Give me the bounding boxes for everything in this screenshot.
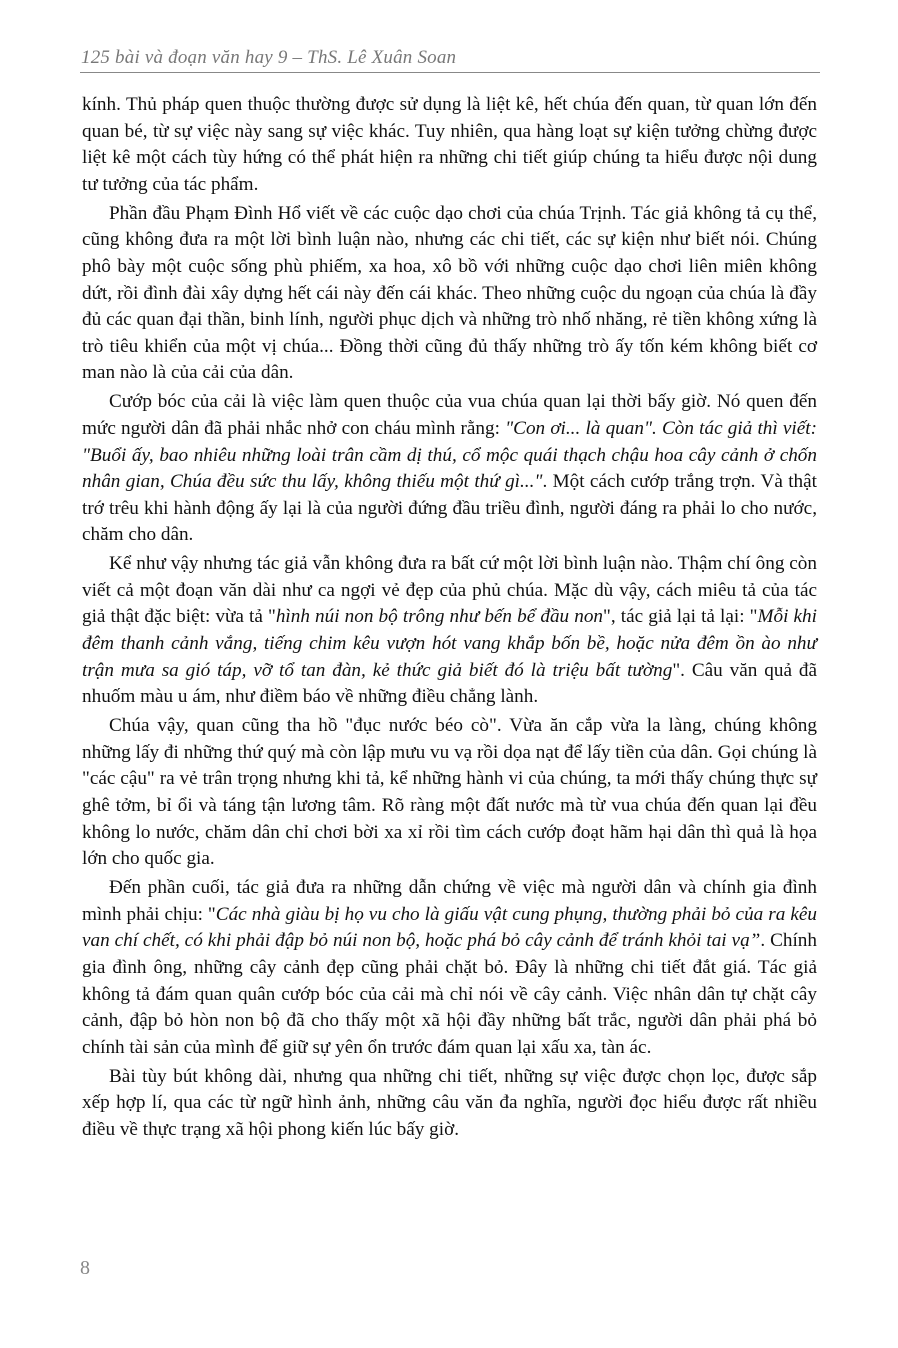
- page-number: 8: [80, 1257, 90, 1279]
- body-text: [82, 92, 817, 1146]
- text-run: Chúa vậy, quan cũng tha hồ "đục nước béo cò". Vừa ăn cắp vừa la làng, chúng không những lấy đi những thứ quý mà còn lập mưu vu vạ rồi dọa nạt để lấy tiền của dân. Gọi chúng là "các cậu" ra vẻ trân trọng nhưng khi tả, kể những hành vi của chúng, ta mới thấy chúng thực sự ghê tởm, bỉ ổi và táng tận lương tâm. Rõ ràng một đất nước mà từ vua chúa đến quan lại đều không lo nước, chăm dân chỉ chơi bời xa xỉ rồi tìm cách cướp đoạt hãm hại dân thì quả là họa lớn cho quốc gia.: [82, 715, 817, 870]
- text-run: . Một cách cướp trắng trợn. Và thật trớ trêu khi hành động ấy lại là của người đứng đầu triều đình, người đáng ra phải lo cho nước, chăm cho dân.: [82, 471, 817, 546]
- text-run: Phần đầu Phạm Đình Hổ viết về các cuộc dạo chơi của chúa Trịnh. Tác giả không tả cụ thể, cũng không đưa ra một lời bình luận nào, nhưng các chi tiết, các sự kiện như biết nói. Chúng phô bày một cuộc sống phù phiếm, xa hoa, xô bồ với những cuộc dạo chơi liên miên không dứt, rồi đình đài xây dựng hết cái này đến cái khác. Theo những cuộc du ngoạn của chúa là đầy đủ các quan đại thần, binh lính, người phục dịch và những trò nhố nhăng, rẻ tiền không xứng là trò tiêu khiển của một vị chúa... Đồng thời cũng đủ thấy những trò ấy tốn kém không biết cơ man nào là của cải của dân.: [82, 202, 817, 384]
- text-run: Bài tùy bút không dài, nhưng qua những chi tiết, những sự việc được chọn lọc, được sắp xếp hợp lí, qua các từ ngữ hình ảnh, những câu văn đa nghĩa, người đọc hiểu được rất nhiều điều về thực trạng xã hội phong kiến lúc bấy giờ.: [82, 1065, 817, 1140]
- text-run: Đến phần cuối, tác giả đưa ra những dẫn chứng về việc mà người dân và chính gia đình mình phải chịu: ": [82, 877, 817, 925]
- text-run: Kể như vậy nhưng tác giả vẫn không đưa ra bất cứ một lời bình luận nào. Thậm chí ông còn viết cả một đoạn văn dài như ca ngợi vẻ đẹp của phủ chúa. Mặc dù vậy, cách miêu tả của tác giả thật đặc biệt: vừa tả ": [82, 553, 817, 628]
- paragraph: [82, 201, 817, 387]
- text-run: ", tác giả lại tả lại: ": [603, 606, 758, 628]
- paragraph: [82, 875, 817, 1061]
- text-run: Cướp bóc của cải là việc làm quen thuộc của vua chúa quan lại thời bấy giờ. Nó quen đến mức người dân đã phải nhắc nhở con cháu mình rằng:: [82, 391, 817, 439]
- quotation: Các nhà giàu bị họ vu cho là giấu vật cung phụng, thường phải bỏ của ra kêu van chí chết, có khi phải đập bỏ núi non bộ, hoặc phá bỏ cây cảnh để tránh khỏi tai vạ”: [82, 903, 817, 952]
- header-divider: [80, 72, 820, 73]
- quotation: "Con ơi... là quan". Còn tác giả thì viết: "Buổi ấy, bao nhiêu những loài trân cầm dị thú, cổ mộc quái thạch chậu hoa cây cảnh ở chốn nhân gian, Chúa đều sức thu lấy, không thiếu một thứ gì...": [82, 417, 817, 493]
- paragraph: [82, 92, 817, 198]
- running-header: 125 bài và đoạn văn hay 9 – ThS. Lê Xuân Soan: [81, 47, 457, 68]
- quotation: hình núi non bộ trông như bến bể đầu non: [275, 606, 604, 628]
- quotation: Mỗi khi đêm thanh cảnh vắng, tiếng chim kêu vượn hót vang khắp bốn bề, hoặc nửa đêm ồn ào như trận mưa sa gió táp, vỡ tổ tan đàn, kẻ thức giả biết đó là triệu bất tường: [82, 606, 817, 681]
- text-run: . Chính gia đình ông, những cây cảnh đẹp cũng phải chặt bỏ. Đây là những chi tiết đắt giá. Tác giả không tả đám quan quân cướp bóc của cải mà chỉ nói về cây cảnh. Việc nhân dân tự chặt cây cảnh, đập bỏ hòn non bộ đã cho thấy một xã hội đầy những bất trắc, người dân phải phá bỏ chính tài sản của mình để giữ sự yên ổn trước đám quan lại xấu xa, tàn ác.: [82, 930, 817, 1058]
- paragraph: [82, 389, 817, 549]
- text-run: kính. Thủ pháp quen thuộc thường được sử dụng là liệt kê, hết chúa đến quan, từ quan lớn đến quan bé, từ sự việc này sang sự việc khác. Tuy nhiên, qua hàng loạt sự kiện tưởng chừng được liệt kê một cách tùy hứng có thể phát hiện ra những chi tiết giúp chúng ta hiểu được nội dung tư tưởng của tác phẩm.: [82, 94, 817, 195]
- text-run: ". Câu văn quả đã nhuốm màu u ám, như điềm báo về những điều chẳng lành.: [82, 659, 817, 708]
- paragraph: [82, 551, 817, 711]
- paragraph: [82, 1064, 817, 1144]
- paragraph: [82, 713, 817, 873]
